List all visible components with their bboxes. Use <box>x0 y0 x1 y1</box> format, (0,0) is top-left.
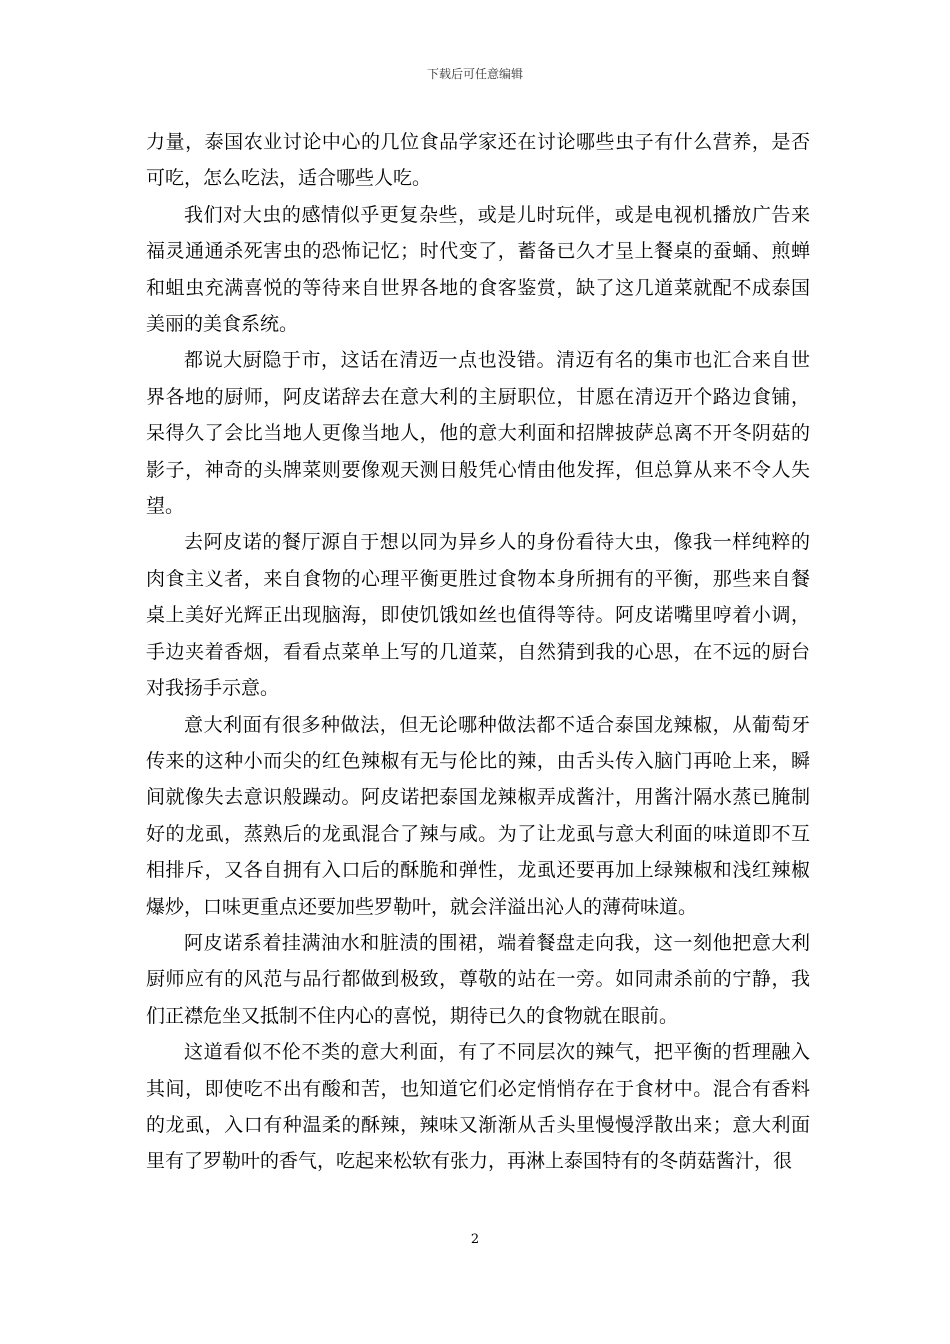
paragraph: 我们对大虫的感情似乎更复杂些，或是儿时玩伴，或是电视机播放广告来福灵通通杀死害虫的恐怖记忆；时代变了，蓄备已久才呈上餐桌的蚕蛹、煎蝉和蛆虫充满喜悦的等待来自世界各地的食客鉴赏，缺了这几道菜就配不成泰国美丽的美食系统。 <box>146 203 810 336</box>
paragraph-continued: 力量，泰国农业讨论中心的几位食品学家还在讨论哪些虫子有什么营养，是否可吃，怎么吃法，适合哪些人吃。 <box>146 131 810 190</box>
paragraph: 意大利面有很多种做法，但无论哪种做法都不适合泰国龙辣椒，从葡萄牙传来的这种小而尖的红色辣椒有无与伦比的辣，由舌头传入脑门再呛上来，瞬间就像失去意识般躁动。阿皮诺把泰国龙辣椒弄成酱汁，用酱汁隔水蒸已腌制好的龙虱，蒸熟后的龙虱混合了辣与咸。为了让龙虱与意大利面的味道即不互相排斥，又各自拥有入口后的酥脆和弹性，龙虱还要再加上绿辣椒和浅红辣椒爆炒，口味更重点还要加些罗勒叶，就会洋溢出沁人的薄荷味道。 <box>146 713 810 918</box>
paragraph: 阿皮诺系着挂满油水和脏渍的围裙，端着餐盘走向我，这一刻他把意大利厨师应有的风范与品行都做到极致，尊敬的站在一旁。如同肃杀前的宁静，我们正襟危坐又抵制不住内心的喜悦，期待已久的食物就在眼前。 <box>146 931 810 1027</box>
paragraph: 都说大厨隐于市，这话在清迈一点也没错。清迈有名的集市也汇合来自世界各地的厨师，阿皮诺辞去在意大利的主厨职位，甘愿在清迈开个路边食铺，呆得久了会比当地人更像当地人，他的意大利面和招牌披萨总离不开冬阴菇的影子，神奇的头牌菜则要像观天测日般凭心情由他发挥，但总算从来不令人失望。 <box>146 349 810 518</box>
paragraph: 这道看似不伦不类的意大利面，有了不同层次的辣气，把平衡的哲理融入其间，即使吃不出有酸和苦，也知道它们必定悄悄存在于食材中。混合有香料的龙虱，入口有种温柔的酥辣，辣味又渐渐从舌头里慢慢浮散出来；意大利面里有了罗勒叶的香气，吃起来松软有张力，再淋上泰国特有的冬荫菇酱汁，很 <box>146 1041 810 1173</box>
paragraph: 去阿皮诺的餐厅源自于想以同为异乡人的身份看待大虫，像我一样纯粹的肉食主义者，来自食物的心理平衡更胜过食物本身所拥有的平衡，那些来自餐桌上美好光辉正出现脑海，即使饥饿如丝也值得等待。阿皮诺嘴里哼着小调，手边夹着香烟，看看点菜单上写的几道菜，自然猜到我的心思，在不远的厨台对我扬手示意。 <box>146 531 810 700</box>
page-header: 下载后可任意编辑 <box>426 67 523 81</box>
page-number: 2 <box>470 1232 480 1247</box>
document-body <box>146 124 810 1180</box>
